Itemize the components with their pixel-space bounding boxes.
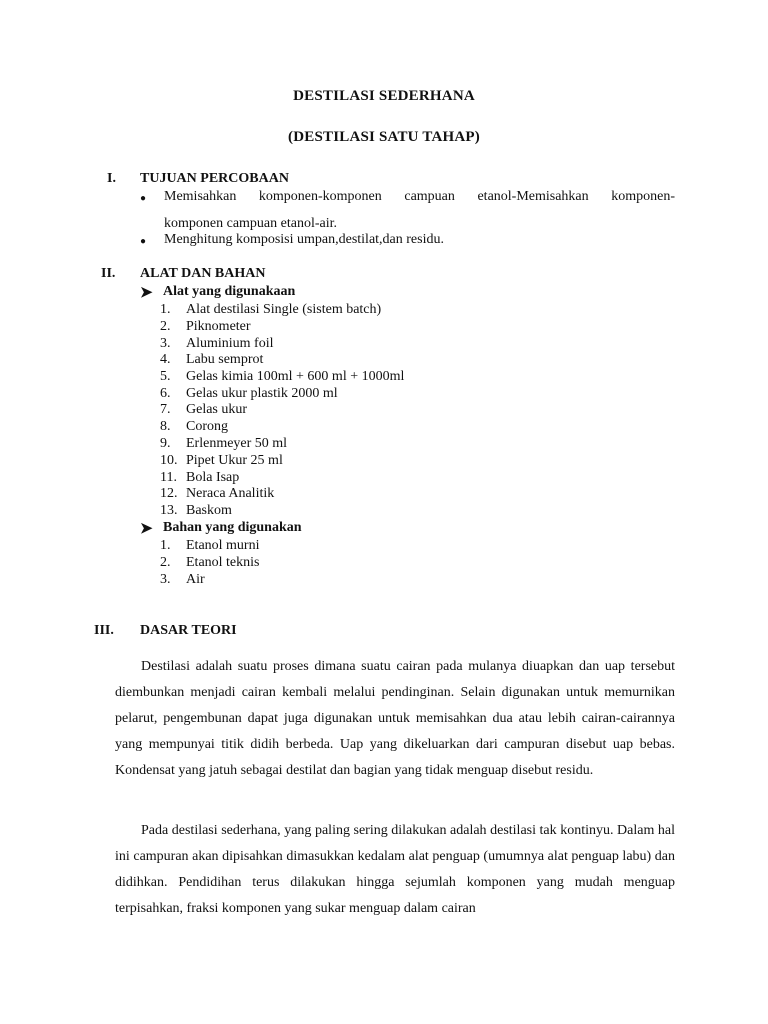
paragraph-text: Destilasi adalah suatu proses dimana suatu cairan pada mulanya diuapkan dan uap tersebut diembunkan menjadi cairan kembali melalui pendinginan. Selain digunakan untuk memurnikan pelarut, pengembunan dapat juga digunakan untuk memisahkan dua atau lebih cairan-cairannya yang mempunyai titik didih berbeda. Uap yang dikeluarkan dari campuran disebut uap bebas. Kondensat yang jatuh sebagai destilat dan bagian yang tidak menguap disebut residu.	[115, 659, 675, 778]
document-subtitle: (DESTILASI SATU TAHAP)	[288, 129, 480, 145]
list-item: 8. Corong	[160, 419, 228, 434]
alat-heading: Alat yang digunakaan	[163, 284, 296, 299]
section-number-tujuan: I.	[107, 171, 116, 186]
body-paragraph	[115, 818, 675, 922]
list-item: 4. Labu semprot	[160, 352, 264, 367]
paragraph-text: Pada destilasi sederhana, yang paling sering dilakukan adalah destilasi tak kontinyu. Dalam hal ini campuran akan dipisahkan dimasukkan kedalam alat penguap (umumnya alat penguap labu) dan didihkan. Pendidihan terus dilakukan hingga sejumlah komponen yang mudah menguap terpisahkan, fraksi komponen yang sukar menguap dalam cairan	[115, 823, 675, 916]
bullet-text: Menghitung komposisi umpan,destilat,dan residu.	[164, 232, 444, 247]
arrowhead-right-icon: ➤	[140, 285, 153, 301]
bullet-text-continued: komponen campuan etanol-air.	[164, 216, 337, 231]
list-item: 12. Neraca Analitik	[160, 486, 275, 501]
section-number-alat-bahan: II.	[101, 266, 116, 281]
section-title-tujuan: TUJUAN PERCOBAAN	[140, 171, 289, 186]
bahan-heading: Bahan yang digunakan	[163, 520, 302, 535]
section-number-dasar-teori: III.	[94, 623, 114, 638]
list-item: 10. Pipet Ukur 25 ml	[160, 453, 283, 468]
list-item: 11. Bola Isap	[160, 470, 240, 485]
bullet-text: Memisahkan komponen-komponen campuan etanol-Memisahkan komponen-	[164, 189, 675, 204]
list-item: 13. Baskom	[160, 503, 232, 518]
section-title-dasar-teori: DASAR TEORI	[140, 623, 237, 638]
arrowhead-right-icon: ➤	[140, 521, 153, 537]
list-item: 5. Gelas kimia 100ml + 600 ml + 1000ml	[160, 369, 405, 384]
list-item: 6. Gelas ukur plastik 2000 ml	[160, 386, 338, 401]
list-item: 1. Etanol murni	[160, 538, 260, 553]
section-title-alat-bahan: ALAT DAN BAHAN	[140, 266, 266, 281]
list-item: 3. Aluminium foil	[160, 336, 274, 351]
list-item: 9. Erlenmeyer 50 ml	[160, 436, 288, 451]
list-item: 2. Piknometer	[160, 319, 251, 334]
bullet-icon: ●	[140, 193, 147, 204]
document-title: DESTILASI SEDERHANA	[293, 88, 475, 104]
bullet-icon: ●	[140, 236, 147, 247]
list-item: 2. Etanol teknis	[160, 555, 260, 570]
list-item: 1. Alat destilasi Single (sistem batch)	[160, 302, 382, 317]
body-paragraph	[115, 654, 675, 784]
list-item: 7. Gelas ukur	[160, 402, 248, 417]
list-item: 3. Air	[160, 572, 205, 587]
